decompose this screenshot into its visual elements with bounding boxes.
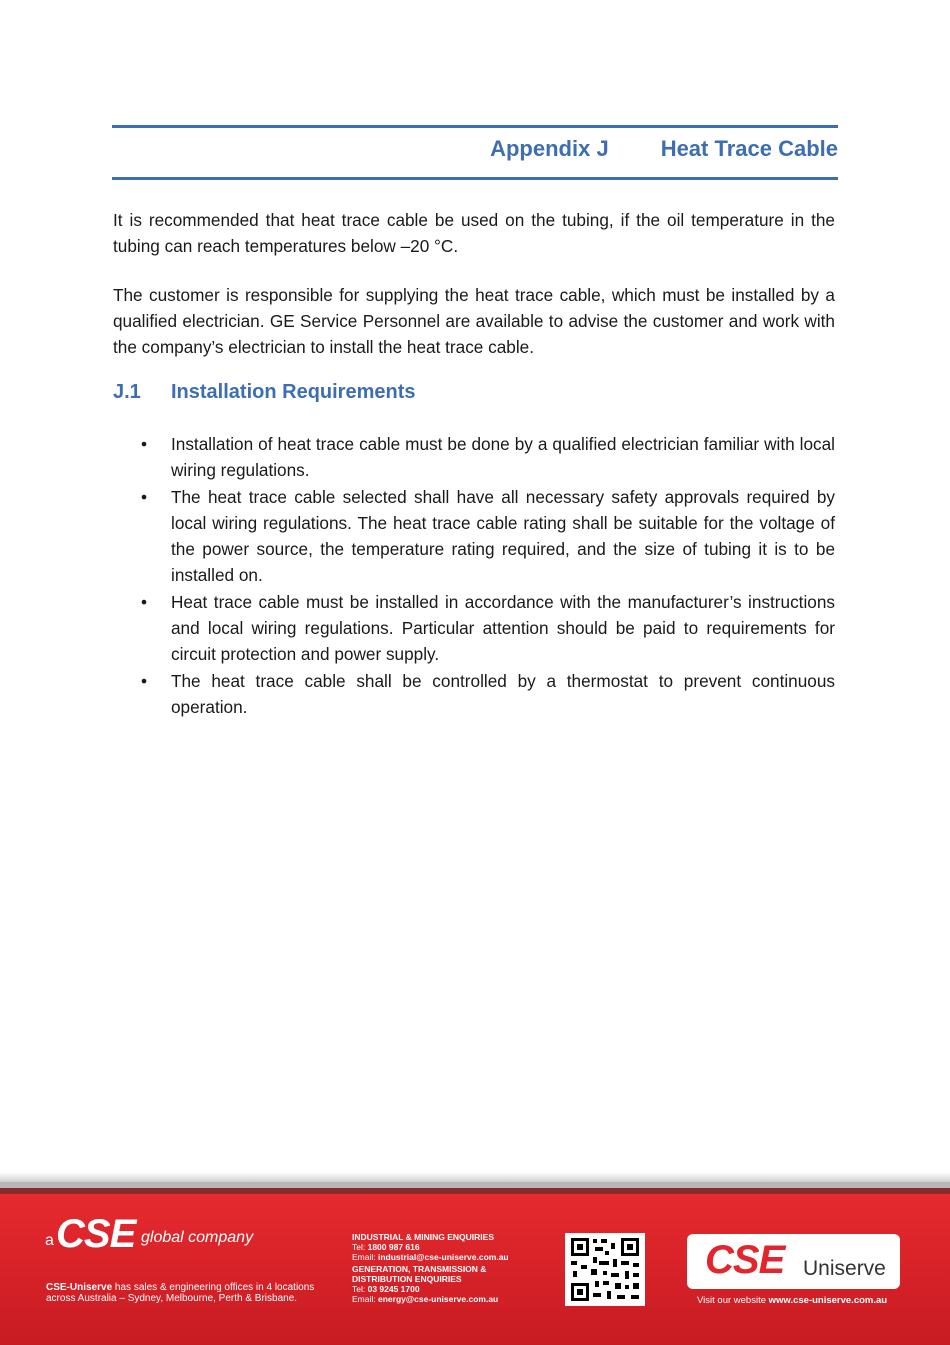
visit-label: Visit our website: [697, 1295, 769, 1306]
footer-stripe: [0, 1172, 950, 1182]
tel-label: Tel:: [352, 1242, 368, 1252]
appendix-label: Appendix J: [490, 136, 609, 161]
logo-prefix: a: [45, 1232, 54, 1249]
company-description-text: has sales & engineering offices in 4 locations across Australia – Sydney, Melbourne, Perth & Brisbane.: [46, 1282, 315, 1304]
logo-tagline: global company: [141, 1229, 254, 1246]
tel-value: 1800 987 616: [367, 1242, 420, 1252]
list-item-text: The heat trace cable shall be controlled by a thermostat to prevent continuous operation.: [171, 671, 835, 717]
bullet-icon: •: [141, 487, 148, 507]
paragraph: The customer is responsible for supplying the heat trace cable, which must be installed by a qualified electrician. GE Service Personnel are available to advise the customer and work with the company’s electrician to install the heat trace cable.: [113, 285, 835, 357]
list-item: [113, 589, 835, 667]
list-item: [113, 484, 835, 588]
bullet-icon: •: [141, 434, 148, 454]
cse-uniserve-logo: [687, 1234, 900, 1289]
company-description: [46, 1282, 346, 1304]
company-name: CSE-Uniserve: [46, 1282, 113, 1293]
energy-title: GENERATION, TRANSMISSION & DISTRIBUTION ENQUIRIES: [352, 1264, 487, 1284]
intro-paragraph-2: [113, 282, 835, 360]
bullet-icon: •: [141, 671, 148, 691]
page-header: [490, 136, 838, 162]
list-item: [113, 668, 835, 720]
section-title: Installation Requirements: [171, 381, 416, 403]
list-item-text: The heat trace cable selected shall have all necessary safety approvals required by local wiring regulations. The heat trace cable rating shall be suitable for the voltage of the power source, the temperature rating required, and the size of tubing it is to be installed on.: [171, 487, 835, 585]
paragraph: It is recommended that heat trace cable be used on the tubing, if the oil temperature in the tubing can reach temperatures below –20 °C.: [113, 210, 835, 256]
enquiries-block: [352, 1232, 542, 1304]
email-value: industrial@cse-uniserve.com.au: [377, 1252, 509, 1262]
tel-value: 03 9245 1700: [367, 1284, 420, 1294]
list-item-text: Installation of heat trace cable must be done by a qualified electrician familiar with local wiring regulations.: [171, 434, 835, 480]
intro-paragraph-1: [113, 207, 835, 259]
section-heading: [113, 381, 416, 404]
list-item: [113, 431, 835, 483]
page-footer: [0, 1172, 950, 1345]
energy-email: [352, 1294, 542, 1304]
badge-cse-text: CSE: [705, 1238, 785, 1282]
requirements-list: [113, 431, 835, 721]
email-label: Email:: [352, 1294, 378, 1304]
website-link[interactable]: www.cse-uniserve.com.au: [768, 1295, 888, 1306]
email-value: energy@cse-uniserve.com.au: [377, 1294, 499, 1304]
section-number: J.1: [113, 381, 141, 403]
badge-uniserve-text: Uniserve: [803, 1257, 886, 1280]
cse-logo: CSE: [56, 1212, 136, 1256]
industrial-title: INDUSTRIAL & MINING ENQUIRIES: [352, 1232, 494, 1242]
website-line: [697, 1295, 887, 1306]
energy-tel: [352, 1284, 542, 1294]
bullet-icon: •: [141, 592, 148, 612]
list-item-text: Heat trace cable must be installed in accordance with the manufacturer’s instructions and local wiring regulations. Particular attention should be paid to requirements for circuit protection and power supply.: [171, 592, 835, 664]
qr-code-icon: [565, 1233, 645, 1306]
appendix-title: Heat Trace Cable: [660, 136, 838, 161]
industrial-tel: [352, 1242, 542, 1252]
industrial-email: [352, 1252, 542, 1262]
header-rule-top: [112, 125, 838, 128]
email-label: Email:: [352, 1252, 378, 1262]
tel-label: Tel:: [352, 1284, 368, 1294]
header-rule-bottom: [112, 177, 838, 180]
